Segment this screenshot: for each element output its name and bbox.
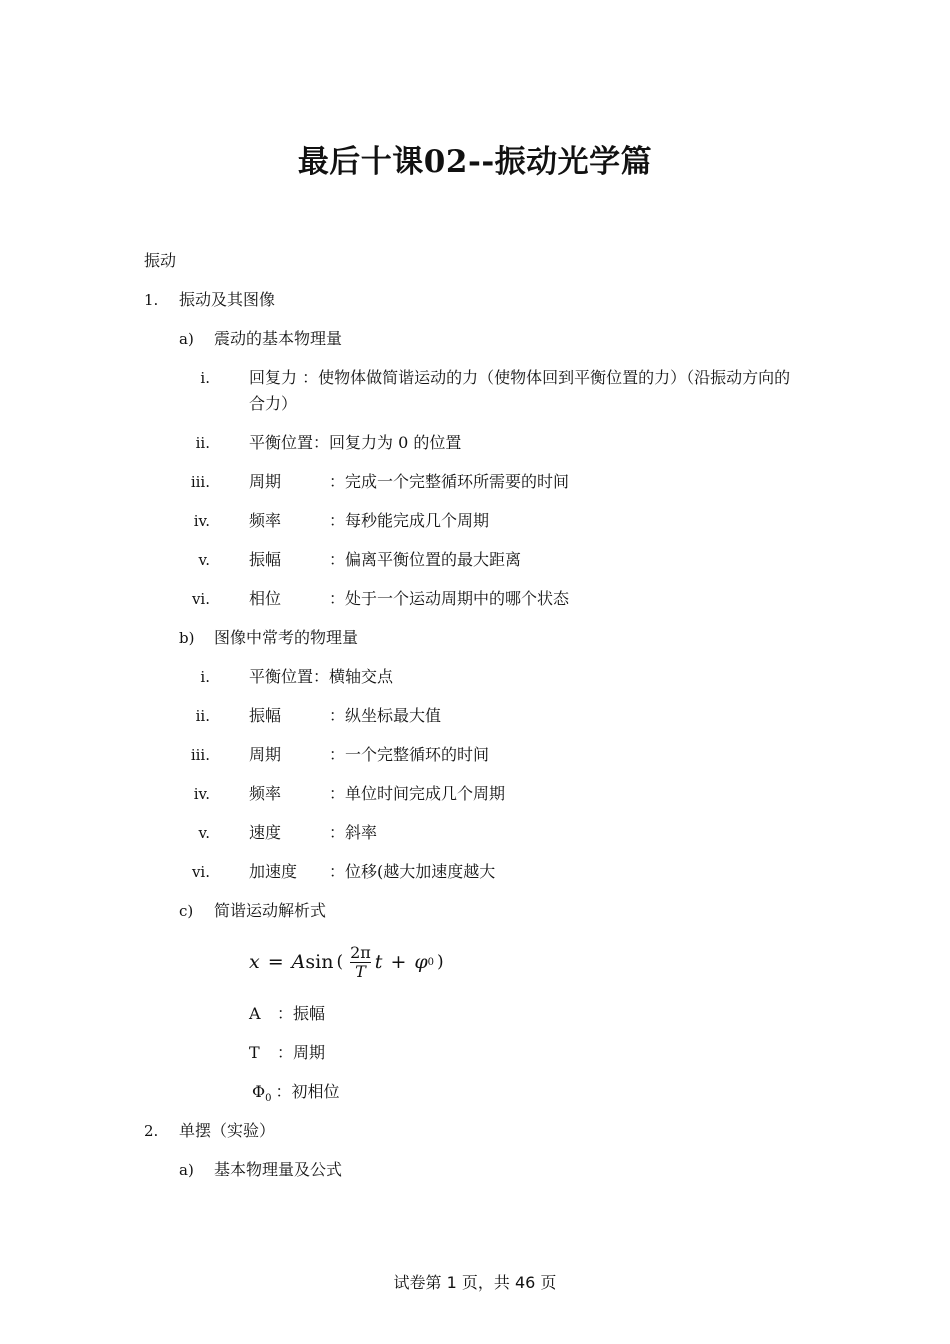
list-item xyxy=(249,549,521,571)
formula-lhs: x xyxy=(249,951,260,973)
var-symbol: Φ xyxy=(252,1082,266,1101)
list-number: i. xyxy=(200,369,210,387)
term-desc: ：完成一个完整循环所需要的时间 xyxy=(329,472,570,491)
term-desc: ：纵坐标最大值 xyxy=(329,706,442,725)
formula-plus: + xyxy=(390,951,407,973)
term-label: 振幅 xyxy=(249,706,282,725)
term-label: 频率 xyxy=(249,511,282,530)
list-item: 单摆（实验） xyxy=(179,1121,276,1140)
list-item xyxy=(249,822,377,844)
var-desc: ：初相位 xyxy=(275,1082,340,1101)
var-symbol-sub: 0 xyxy=(265,1093,272,1104)
formula-paren-close: ) xyxy=(437,952,444,972)
formula-fraction xyxy=(350,944,371,981)
term-desc: ：处于一个运动周期中的哪个状态 xyxy=(329,589,570,608)
term-desc: ：单位时间完成几个周期 xyxy=(329,784,506,803)
shm-formula xyxy=(249,940,447,984)
list-item: 图像中常考的物理量 xyxy=(214,628,359,647)
var-amplitude xyxy=(249,1003,325,1025)
list-number: b) xyxy=(179,629,195,647)
list-item xyxy=(249,510,489,532)
term-desc: ：每秒能完成几个周期 xyxy=(329,511,490,530)
section-heading: 振动 xyxy=(144,251,177,270)
list-number: iv. xyxy=(193,785,210,803)
list-number: c) xyxy=(179,902,194,920)
term-desc: ：位移(越大加速度越大 xyxy=(329,862,496,881)
term-label: 振幅 xyxy=(249,550,282,569)
list-item xyxy=(249,588,569,610)
list-number: vi. xyxy=(191,863,210,881)
term-label: 相位 xyxy=(249,589,282,608)
list-number: 2. xyxy=(144,1122,159,1140)
formula-phi-sub: 0 xyxy=(427,956,435,968)
list-number: 1. xyxy=(144,291,159,309)
formula-eq: = xyxy=(267,951,284,973)
formula-phi: φ xyxy=(414,951,428,973)
var-symbol: A xyxy=(249,1004,261,1023)
list-item: 简谐运动解析式 xyxy=(214,901,327,920)
frac-denominator: T xyxy=(355,961,366,981)
list-number: ii. xyxy=(195,434,210,452)
list-item: 回复力 ：使物体做简谐运动的力（使物体回到平衡位置的力）（沿振动方向的合力） xyxy=(249,368,791,413)
list-number: i. xyxy=(200,668,210,686)
term-desc: ：一个完整循环的时间 xyxy=(329,745,490,764)
var-period xyxy=(249,1042,325,1064)
list-number: v. xyxy=(198,824,210,842)
list-item xyxy=(249,783,505,805)
list-number: a) xyxy=(179,330,194,348)
list-item: 振动及其图像 xyxy=(179,290,276,309)
list-item: 基本物理量及公式 xyxy=(214,1160,343,1179)
term-label: 速度 xyxy=(249,823,282,842)
formula-amp: A xyxy=(291,951,306,973)
list-item: 平衡位置：横轴交点 xyxy=(249,667,394,686)
formula-paren-open: ( xyxy=(336,952,344,972)
var-initial-phase xyxy=(252,1081,340,1110)
var-symbol: T xyxy=(249,1043,260,1062)
list-number: vi. xyxy=(191,590,210,608)
formula-t: t xyxy=(374,951,383,973)
list-number: ii. xyxy=(195,707,210,725)
term-label: 周期 xyxy=(249,745,282,764)
var-desc: ：振幅 xyxy=(277,1004,326,1023)
list-item xyxy=(249,861,495,883)
term-label: 加速度 xyxy=(249,862,298,881)
term-desc: ：斜率 xyxy=(329,823,378,842)
term-label: 频率 xyxy=(249,784,282,803)
frac-numerator: 2π xyxy=(350,942,371,962)
list-number: iii. xyxy=(190,473,210,491)
formula-fn: sin xyxy=(305,951,334,973)
list-number: a) xyxy=(179,1161,194,1179)
list-item xyxy=(249,705,441,727)
list-number: v. xyxy=(198,551,210,569)
list-number: iii. xyxy=(190,746,210,764)
list-item: 平衡位置：回复力为 0 的位置 xyxy=(249,433,462,452)
term-desc: ：偏离平衡位置的最大距离 xyxy=(329,550,522,569)
page-footer: 试卷第 1 页，共 46 页 xyxy=(393,1273,557,1292)
page-title: 最后十课02--振动光学篇 xyxy=(297,144,653,180)
list-item: 震动的基本物理量 xyxy=(214,329,343,348)
list-number: iv. xyxy=(193,512,210,530)
list-item xyxy=(249,744,489,766)
var-desc: ：周期 xyxy=(277,1043,326,1062)
list-item xyxy=(249,471,569,493)
term-label: 周期 xyxy=(249,472,282,491)
